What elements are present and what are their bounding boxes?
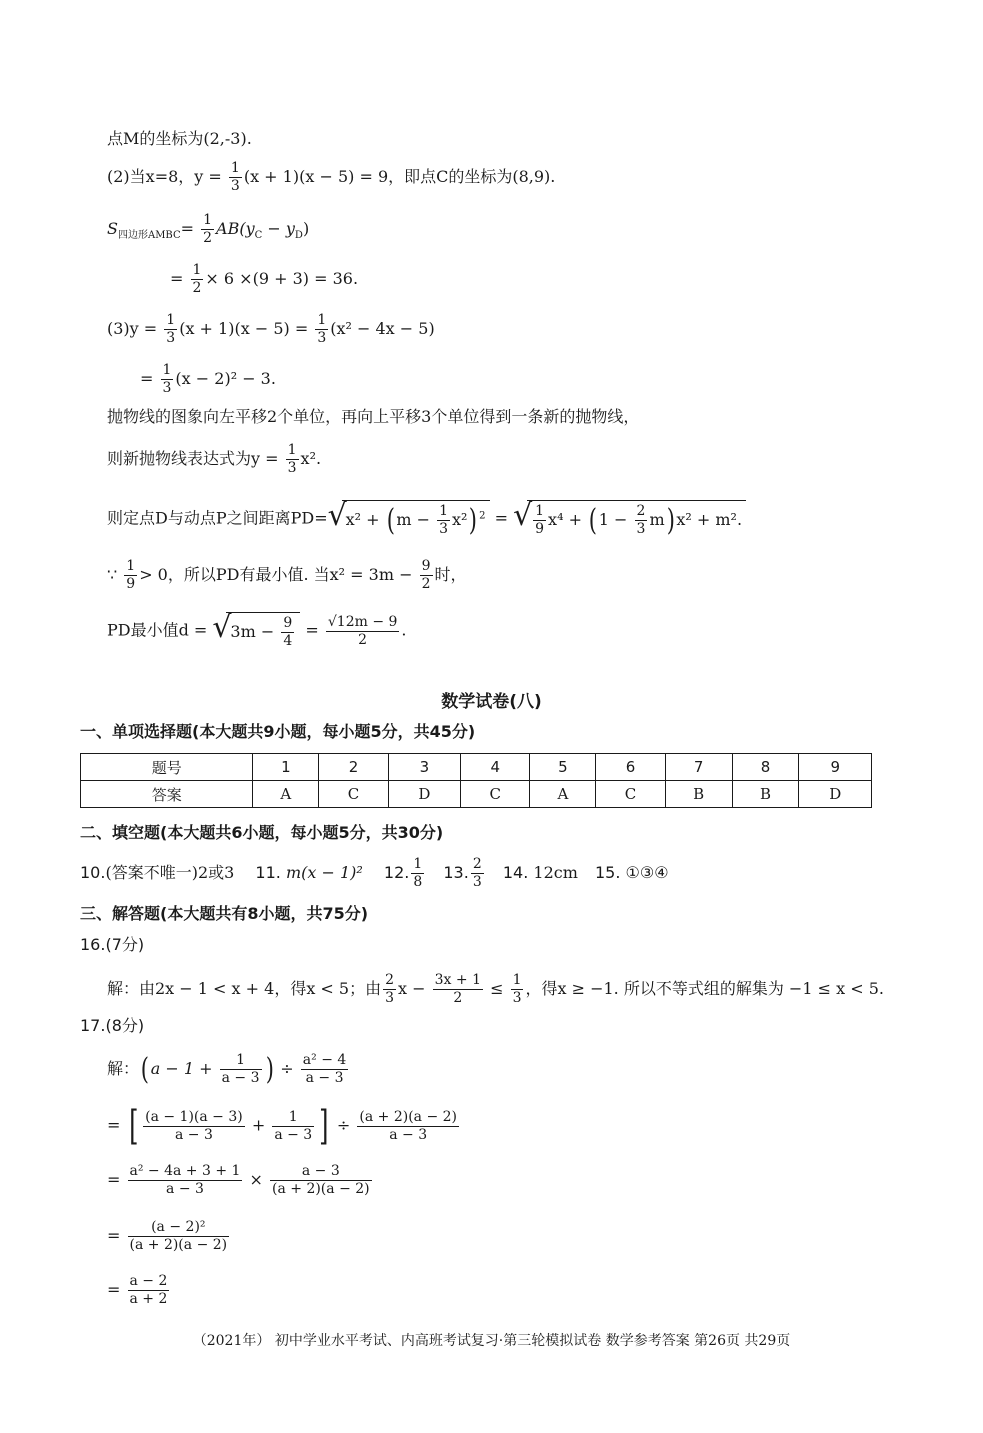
q3-line: (3)y = $\frac{1}{3}$ (x + 1)(x − 5) = $\frac{1}{3}$ (x² − 4x − 5) [107,312,435,346]
fraction: $\frac{2}{3}$ [636,503,646,537]
fraction: $\frac{a - 3}{(a + 2)(a - 2)}$ [272,1163,370,1197]
fraction: $\frac{1}{9}$ [126,558,136,592]
new-parabola-line: 则新抛物线表达式为y = $\frac{1}{3}$ x². [107,442,322,476]
min-value-line: PD最小值d = √ 3m − $\frac{9}{4}$ = $\frac{√12m - 9}{2}$ . [107,610,407,649]
table-row [81,754,872,781]
q16-heading: 16.(7分) [80,935,145,954]
fraction: $\frac{1}{a - 3}$ [221,1052,260,1086]
table-cell: 1 [253,754,319,781]
table-cell: B [732,781,799,808]
q17-step-1: 解：( a − 1 + $\frac{1}{a - 3}$ ) ÷ $\frac{\text{a² − 4}}{a - 3}$ [107,1051,347,1087]
q17-step-5: = $\frac{a - 2}{a + 2}$ [107,1273,168,1307]
table-cell: 答案 [81,781,253,808]
section-1-heading: 一、单项选择题(本大题共9小题，每小题5分，共45分) [80,722,476,741]
fraction: $\frac{1}{8}$ [413,856,423,890]
answer-table [80,753,872,808]
q17-heading: 17.(8分) [80,1016,145,1035]
table-cell: C [596,781,665,808]
radical: √ $\frac{1}{9}$ x⁴ + ( 1 − $\frac{2}{3}$ m) x² + m². [513,500,746,538]
q17-step-4: = $\frac{\text{(a − 2)²}}{(a + 2)(a - 2)}$ [107,1219,228,1253]
fraction: $\frac{1}{3}$ [512,972,522,1006]
table-cell: 3 [388,754,460,781]
q16-solution: 解：由2x − 1 < x + 4，得x < 5；由 $\frac{2}{3}$ x − $\frac{3x + 1}{2}$ ≤ $\frac{1}{3}$ ，得x ≥ −1. 所以不等式组的解集为 −1 ≤ x < 5. [107,972,884,1006]
fraction: $\frac{1}{a - 3}$ [274,1108,313,1143]
radical: √ x² + ( m − $\frac{1}{3}$ x²) $^2$ [328,500,490,538]
fraction: $\frac{3x + 1}{2}$ [434,972,481,1006]
table-cell: 4 [461,754,530,781]
min-condition-line: ∵ $\frac{1}{9}$ > 0，所以PD有最小值. 当x² = 3m − $\frac{9}{2}$ 时， [107,558,467,592]
section-2-heading: 二、填空题(本大题共6小题，每小题5分，共30分) [80,823,444,842]
area-result-line: = $\frac{1}{2}$ × 6 ×(9 + 3) = 36. [170,262,359,296]
fraction: $\frac{2}{3}$ [385,972,395,1006]
translation-line: 抛物线的图象向左平移2个单位，再向上平移3个单位得到一条新的抛物线， [107,407,640,426]
fraction: $\frac{a - 2}{a + 2}$ [129,1273,168,1307]
table-cell: 2 [319,754,388,781]
fraction: $\frac{\text{(a − 2)²}}{(a + 2)(a - 2)}$ [129,1219,228,1253]
table-cell: C [319,781,388,808]
table-cell: 5 [530,754,596,781]
radical: √ 3m − $\frac{9}{4}$ [212,612,300,650]
area-line: $S_{四边形AMBC}=$ $\frac{1}{2}$ $AB(y_C - y_D)$ [107,212,310,246]
fraction: $\frac{1}{3}$ [166,312,176,346]
fraction: $\frac{1}{3}$ [162,362,172,396]
table-cell: A [253,781,319,808]
point-m-line: 点M的坐标为(2,-3). [107,129,252,148]
fraction: $\frac{(a + 2)(a - 2)}{a - 3}$ [359,1108,458,1143]
fraction: $\frac{1}{3}$ [439,503,449,537]
q2-line: (2)当x=8，y = $\frac{1}{3}$ (x + 1)(x − 5) = 9，即点C的坐标为(8,9). [107,160,556,194]
fill-answers-line: 10.(答案不唯一)2或3 11. m(x − 1)² 12. $\frac{1}{8}$ 13. $\frac{2}{3}$ 14. 12cm 15. ①③④ [80,856,669,890]
fraction: $\frac{\text{a² − 4a + 3 + 1}}{a - 3}$ [129,1163,241,1197]
section-3-heading: 三、解答题(本大题共有8小题，共75分) [80,904,369,923]
vertex-form-line: = $\frac{1}{3}$ (x − 2)² − 3. [140,362,276,396]
fraction: $\frac{1}{3}$ [287,442,297,476]
table-cell: D [799,781,872,808]
table-cell: 题号 [81,754,253,781]
table-cell: C [461,781,530,808]
fraction: $\frac{1}{9}$ [535,503,545,537]
table-cell: 6 [596,754,665,781]
table-cell: 8 [732,754,799,781]
q17-step-3: = $\frac{\text{a² − 4a + 3 + 1}}{a - 3}$ × $\frac{a - 3}{(a + 2)(a - 2)}$ [107,1163,370,1197]
fraction: $\frac{\text{a² − 4}}{a - 3}$ [302,1052,347,1086]
table-cell: A [530,781,596,808]
distance-line: 则定点D与动点P之间距离PD= √ x² + ( m − $\frac{1}{3}$ x²) $^2$ = √ $\frac{1}{9}$ x⁴ + ( 1 − $\frac{2}{3}$ m) x² + m². [107,500,746,538]
q17-step-2: = [ $\frac{(a - 1)(a - 3)}{a - 3}$ + $\frac{1}{a - 3}$ ] ÷ $\frac{(a + 2)(a - 2)}{a - 3}$ [107,1103,458,1149]
fraction: $\frac{1}{3}$ [230,160,240,194]
table-cell: 9 [799,754,872,781]
exam-title: 数学试卷(八) [441,692,542,712]
fraction: $\frac{1}{2}$ [203,212,213,246]
fraction: $\frac{(a - 1)(a - 3)}{a - 3}$ [145,1108,243,1143]
table-cell: 7 [665,754,732,781]
fraction: $\frac{9}{2}$ [421,558,431,592]
fraction: $\frac{1}{2}$ [192,262,202,296]
table-cell: D [388,781,460,808]
fraction: $\frac{√12m - 9}{2}$ [327,613,398,648]
fraction: $\frac{2}{3}$ [472,856,482,890]
table-row [81,781,872,808]
fraction: $\frac{9}{4}$ [283,615,293,649]
fraction: $\frac{1}{3}$ [317,312,327,346]
table-cell: B [665,781,732,808]
page-footer: （2021年） 初中学业水平考试、内高班考试复习·第三轮模拟试卷 数学参考答案 第26页 共29页 [192,1333,791,1349]
